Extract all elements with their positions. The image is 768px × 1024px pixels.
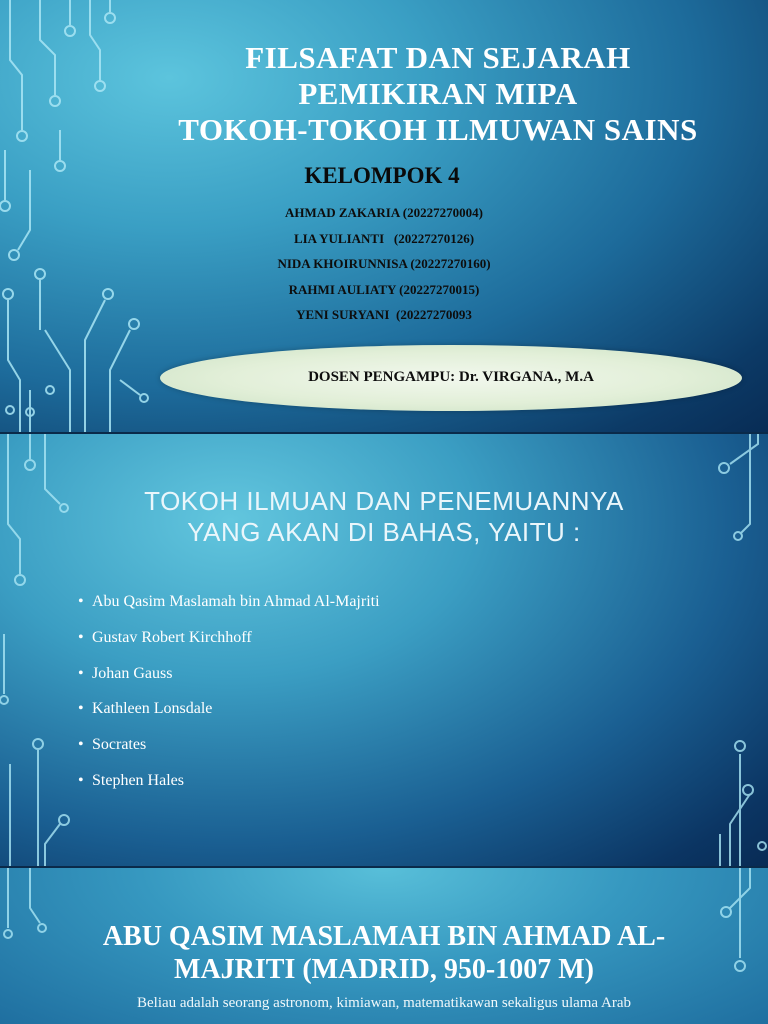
member-item: NIDA KHOIRUNNISA (20227270160) (277, 256, 491, 271)
list-item (78, 584, 380, 620)
member-item: LIA YULIANTI (20227270126) (293, 230, 475, 246)
heading-line-2: YANG AKAN DI BAHAS, YAITU : (187, 517, 581, 547)
title-line-3: TOKOH-TOKOH ILMUWAN SAINS (178, 112, 698, 147)
bullet-icon: • (78, 664, 84, 682)
scientist-title-line-1: ABU QASIM MASLAMAH BIN AHMAD AL- (102, 921, 666, 952)
scientist-description (0, 990, 768, 1016)
list-item (78, 691, 380, 727)
list-item (78, 763, 380, 799)
title-slide (0, 0, 768, 432)
title-line-1: FILSAFAT DAN SEJARAH (245, 40, 631, 75)
scientist-slide (0, 868, 768, 1024)
bullet-icon: • (78, 736, 84, 754)
scientist-title-line-2: MAJRITI (MADRID, 950-1007 M) (174, 954, 594, 985)
list-item-text: Kathleen Lonsdale (92, 700, 213, 718)
member-item: AHMAD ZAKARIA (20227270004) (285, 205, 483, 220)
list-item (78, 656, 380, 692)
bullet-icon: • (78, 593, 84, 610)
list-item-text: Johan Gauss (92, 664, 173, 682)
list-item (78, 620, 380, 656)
list-item-text: Stephen Hales (92, 771, 184, 789)
scientist-list (78, 584, 380, 799)
lecturer-banner (160, 345, 742, 411)
bullet-icon: • (78, 700, 84, 718)
topics-slide (0, 434, 768, 866)
topics-heading (0, 486, 768, 548)
heading-line-1: TOKOH ILMUAN DAN PENEMUANNYA (144, 486, 624, 516)
member-item: RAHMI AULIATY (20227270015) (288, 281, 480, 297)
list-item-text: Abu Qasim Maslamah bin Ahmad Al-Majriti (92, 593, 380, 610)
bullet-icon: • (78, 771, 84, 789)
bullet-icon: • (78, 628, 84, 646)
title-line-2: PEMIKIRAN MIPA (298, 76, 578, 111)
member-list (0, 200, 768, 328)
list-item-text: Socrates (92, 736, 147, 754)
list-item (78, 727, 380, 763)
group-name: KELOMPOK 4 (304, 163, 460, 188)
scientist-title (0, 920, 768, 986)
presentation-title (54, 40, 768, 148)
list-item-text: Gustav Robert Kirchhoff (92, 628, 252, 646)
description-line: Beliau adalah seorang astronom, kimiawan, matematikawan sekaligus ulama Arab (136, 995, 631, 1011)
lecturer-label: DOSEN PENGAMPU: Dr. VIRGANA., M.A (308, 369, 594, 385)
member-item: YENI SURYANI (20227270093 (296, 307, 472, 322)
